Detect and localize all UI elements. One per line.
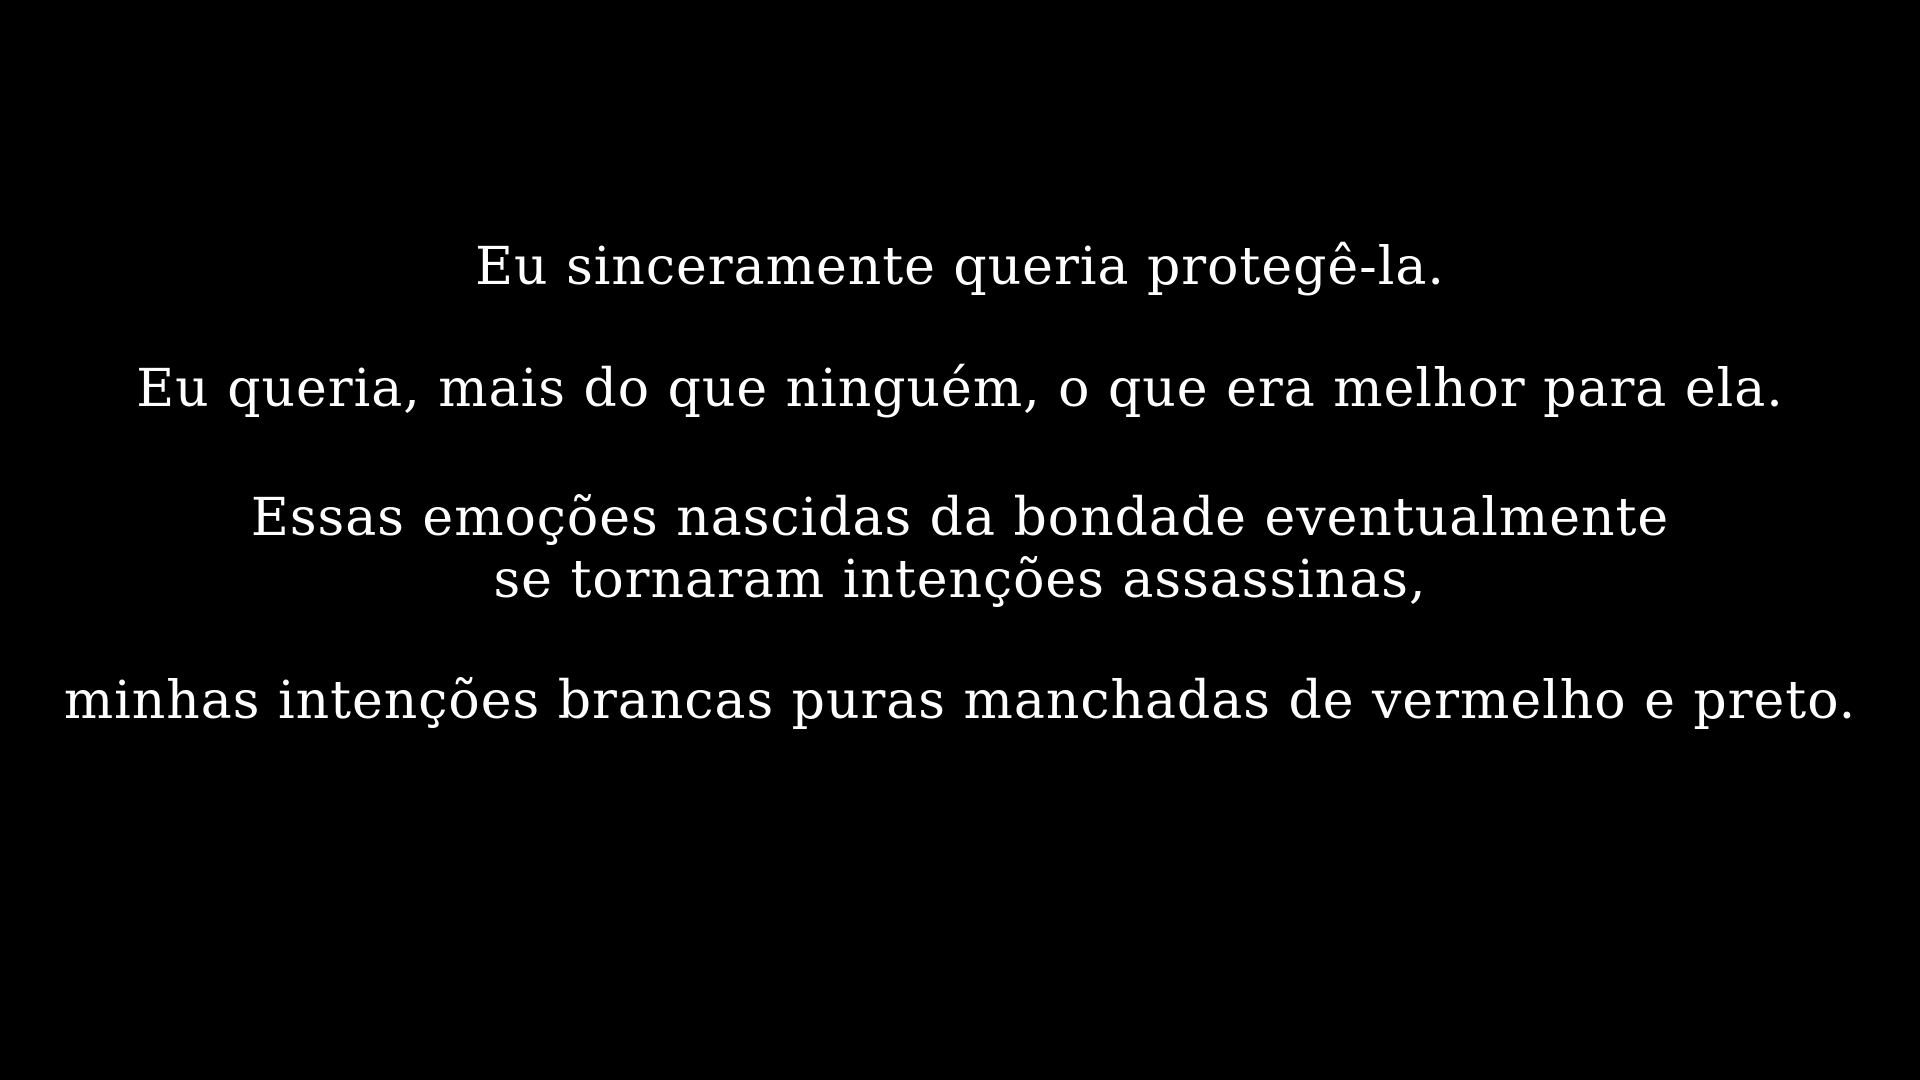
narration-line-2: Eu queria, mais do que ninguém, o que era melhor para ela. (136, 359, 1784, 419)
narration-line-4: se tornaram intenções assassinas, (493, 550, 1427, 610)
narration-line-1: Eu sinceramente queria protegê-la. (475, 237, 1445, 297)
narration-line-3: Essas emoções nascidas da bondade eventualmente (250, 488, 1670, 548)
narration-line-5: minhas intenções brancas puras manchadas de vermelho e preto. (63, 671, 1857, 731)
